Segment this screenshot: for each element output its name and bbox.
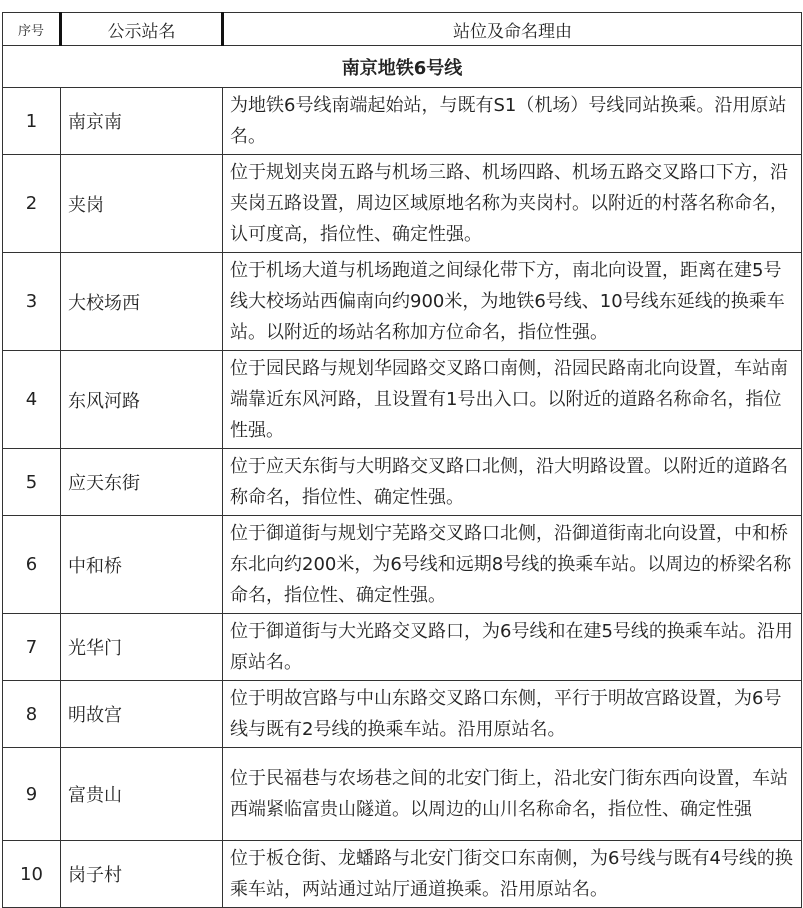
header-no: 序号 — [3, 13, 61, 46]
station-name: 岗子村 — [61, 841, 223, 908]
station-reason: 位于规划夹岗五路与机场三路、机场四路、机场五路交叉路口下方，沿夹岗五路设置，周边区域原地名称为夹岗村。以附近的村落名称命名，认可度高，指位性、确定性强。 — [223, 155, 802, 253]
table-row — [3, 841, 802, 908]
station-reason: 位于应天东街与大明路交叉路口北侧，沿大明路设置。以附近的道路名称命名，指位性、确定性强。 — [223, 449, 802, 516]
station-reason: 位于明故宫路与中山东路交叉路口东侧，平行于明故宫路设置，为6号线与既有2号线的换乘车站。沿用原站名。 — [223, 681, 802, 748]
station-name: 中和桥 — [61, 516, 223, 614]
station-no: 9 — [3, 748, 61, 841]
station-no: 7 — [3, 614, 61, 681]
line-title-row — [3, 46, 802, 88]
table-row — [3, 516, 802, 614]
station-no: 5 — [3, 449, 61, 516]
station-reason: 位于御道街与大光路交叉路口，为6号线和在建5号线的换乘车站。沿用原站名。 — [223, 614, 802, 681]
table-row — [3, 351, 802, 449]
station-name: 东风河路 — [61, 351, 223, 449]
header-station-name: 公示站名 — [61, 13, 223, 46]
station-no: 4 — [3, 351, 61, 449]
table-row — [3, 88, 802, 155]
table-row — [3, 681, 802, 748]
header-reason: 站位及命名理由 — [223, 13, 802, 46]
station-name: 夹岗 — [61, 155, 223, 253]
station-reason: 位于御道街与规划宁芜路交叉路口北侧，沿御道街南北向设置，中和桥东北向约200米，为6号线和远期8号线的换乘车站。以周边的桥梁名称命名，指位性、确定性强。 — [223, 516, 802, 614]
station-name: 富贵山 — [61, 748, 223, 841]
station-reason: 为地铁6号线南端起始站，与既有S1（机场）号线同站换乘。沿用原站名。 — [223, 88, 802, 155]
table-row — [3, 253, 802, 351]
station-name: 应天东街 — [61, 449, 223, 516]
station-name: 大校场西 — [61, 253, 223, 351]
station-no: 6 — [3, 516, 61, 614]
table-row — [3, 748, 802, 841]
station-reason: 位于板仓街、龙蟠路与北安门街交口东南侧，为6号线与既有4号线的换乘车站，两站通过站厅通道换乘。沿用原站名。 — [223, 841, 802, 908]
station-name: 明故宫 — [61, 681, 223, 748]
table-header-row — [3, 13, 802, 46]
station-naming-table — [2, 12, 802, 908]
station-name: 南京南 — [61, 88, 223, 155]
line-title: 南京地铁6号线 — [3, 46, 802, 88]
station-no: 1 — [3, 88, 61, 155]
table-row — [3, 614, 802, 681]
station-reason: 位于民福巷与农场巷之间的北安门街上，沿北安门街东西向设置，车站西端紧临富贵山隧道。以周边的山川名称命名，指位性、确定性强 — [223, 748, 802, 841]
station-no: 10 — [3, 841, 61, 908]
station-no: 2 — [3, 155, 61, 253]
station-reason: 位于机场大道与机场跑道之间绿化带下方，南北向设置，距离在建5号线大校场站西偏南向约900米，为地铁6号线、10号线东延线的换乘车站。以附近的场站名称加方位命名，指位性强。 — [223, 253, 802, 351]
station-no: 3 — [3, 253, 61, 351]
table-row — [3, 155, 802, 253]
table-row — [3, 449, 802, 516]
station-no: 8 — [3, 681, 61, 748]
station-name: 光华门 — [61, 614, 223, 681]
station-reason: 位于园民路与规划华园路交叉路口南侧，沿园民路南北向设置，车站南端靠近东风河路，且设置有1号出入口。以附近的道路名称命名，指位性强。 — [223, 351, 802, 449]
